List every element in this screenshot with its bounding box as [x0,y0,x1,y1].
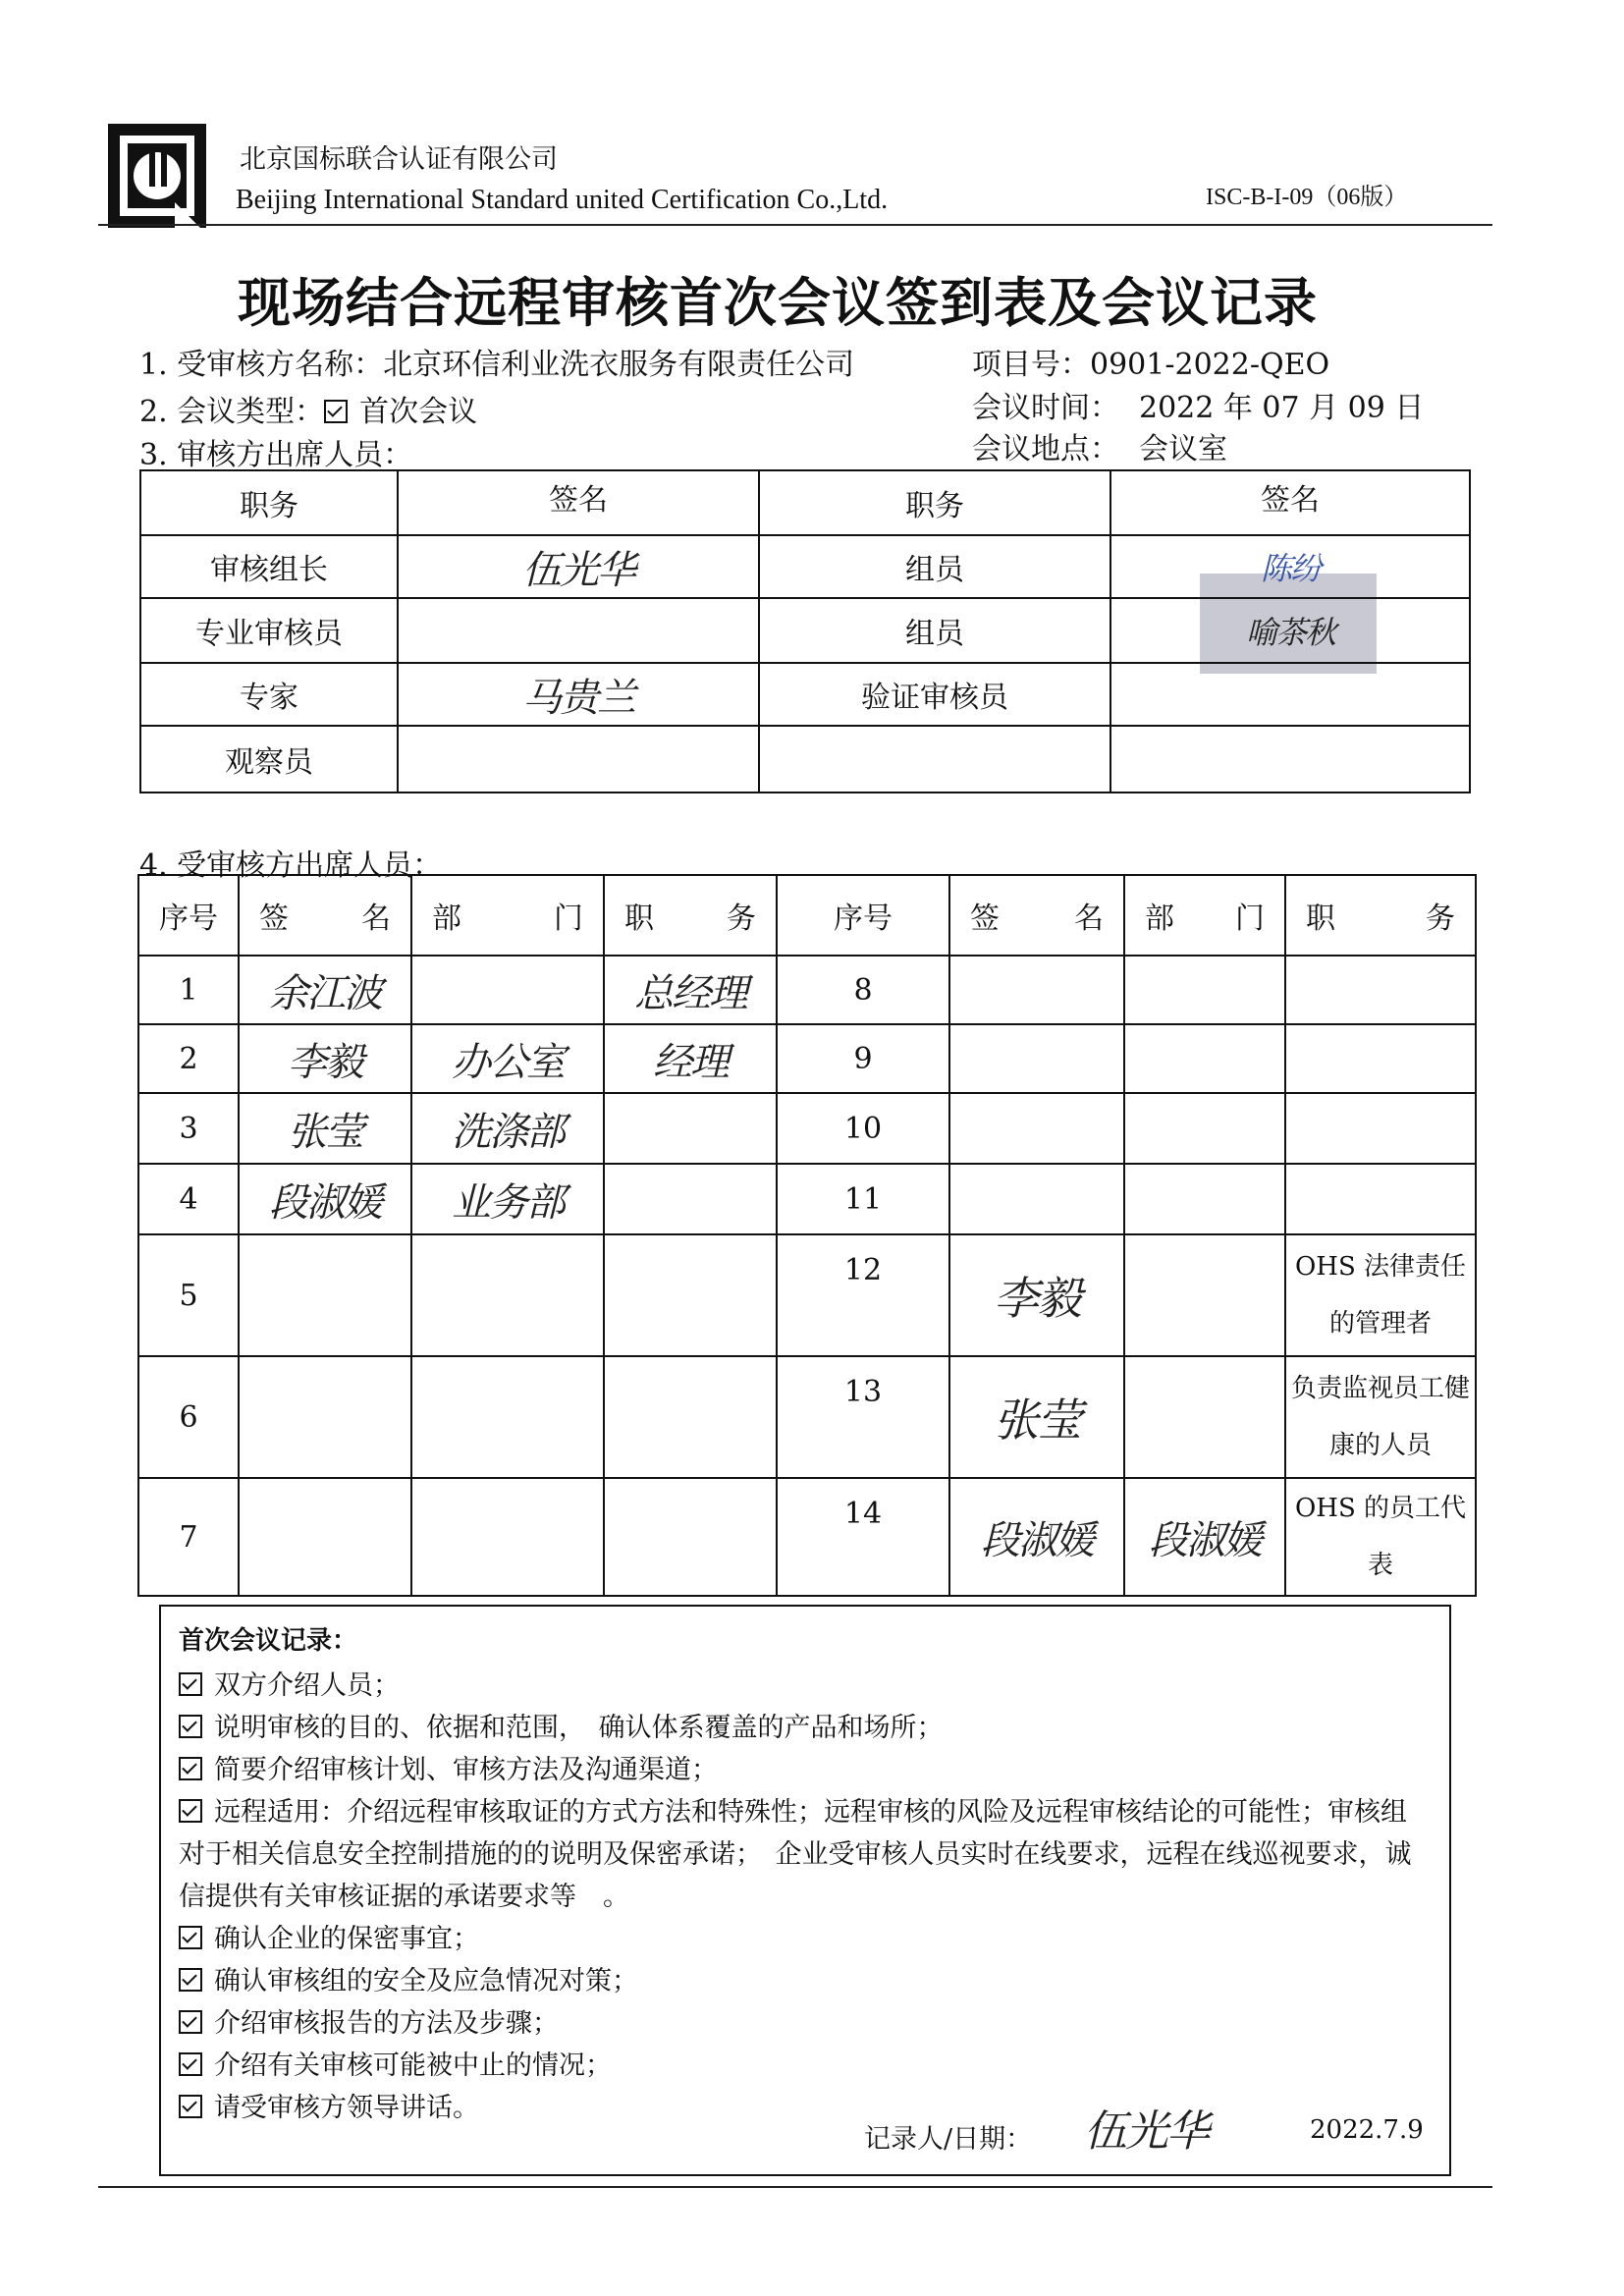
department-cell [1124,956,1285,1024]
position-cell: OHS 的员工代表 [1285,1478,1476,1596]
notes-item-text: 说明审核的目的、依据和范围， 确认体系覆盖的产品和场所； [214,1713,944,1743]
handwritten-position: 总经理 [634,970,746,1016]
role-cell: 组员 [759,598,1110,663]
notes-item [179,1749,1432,1791]
company-logo [106,122,208,230]
position-cell [1285,1093,1476,1164]
header-text: 务 [727,902,756,936]
seq-cell: 11 [777,1164,949,1234]
role-cell: 观察员 [140,726,398,793]
page-title: 现场结合远程审核首次会议签到表及会议记录 [238,272,1318,334]
header-cell [1124,875,1285,956]
header-text: 职 [1306,902,1335,936]
signature-cell [949,1093,1124,1164]
header-cell [239,875,411,956]
meeting-time-label: 会议时间： [972,391,1119,425]
notes-item [179,2087,1432,2129]
position-cell [604,1093,777,1164]
position-cell [1285,1164,1476,1234]
notes-item-text: 双方介绍人员； [214,1670,400,1701]
role-cell: 验证审核员 [759,663,1110,726]
meeting-notes-box [159,1605,1451,2176]
meeting-place-line [972,424,1227,467]
handwritten-signature: 段淑媛 [981,1517,1093,1563]
role-cell: 专家 [140,663,398,726]
checkbox-icon [179,1926,202,1949]
position-cell [1285,1024,1476,1093]
seq-cell: 10 [777,1093,949,1164]
auditee-attendance-table [137,874,1477,1597]
table-row [140,535,1470,598]
company-logo-icon [106,122,208,230]
table-row [140,598,1470,663]
auditee-name-line [139,340,854,383]
checkbox-icon [179,1672,202,1696]
seq-cell: 12 [777,1234,949,1356]
seq-cell: 3 [138,1093,239,1164]
signature-cell [398,663,759,726]
header-label [605,894,776,937]
table-row [138,1093,1476,1164]
header-label [240,894,410,937]
handwritten-department: 办公室 [452,1039,564,1085]
notes-item-text: 请受审核方领导讲话。 [214,2093,479,2123]
signature-cell [398,535,759,598]
notes-item [179,1791,1432,1918]
notes-item [179,2045,1432,2087]
handwritten-signature: 伍光华 [522,547,634,593]
header-label [950,894,1123,937]
checkbox-icon [179,2052,202,2076]
meeting-type-line [139,387,477,430]
position-cell [1285,956,1476,1024]
signature-cell [239,1478,411,1596]
signature-cell [949,1356,1124,1478]
role-cell: 组员 [759,535,1110,598]
header-rule [98,224,1492,226]
handwritten-signature: 余江波 [269,970,381,1016]
position-cell [604,956,777,1024]
seq-cell: 9 [777,1024,949,1093]
header-cell: 序号 [777,875,949,956]
header-label [412,894,603,937]
notes-item [179,1665,1432,1707]
seq-cell: 2 [138,1024,239,1093]
meeting-type-label: 2. 会议类型： [139,395,325,429]
company-name-cn: 北京国标联合认证有限公司 [240,144,558,175]
notes-item-text: 远程适用：介绍远程审核取证的方式方法和特殊性；远程审核的风险及远程审核结论的可能性；审核组对于相关信息安全控制措施的的说明及保密承诺； 企业受审核人员实时在线要求，远程在线巡视要求，诚信提供有关审核证据的承诺要求等 。 [179,1797,1412,1912]
department-cell [411,1356,604,1478]
handwritten-department: 业务部 [452,1179,564,1226]
table-row [138,1234,1476,1356]
auditee-name-label: 1. 受审核方名称： [139,348,384,382]
table-row [138,1478,1476,1596]
recorder-label: 记录人/日期： [864,2124,1033,2155]
checkbox-icon [179,1799,202,1823]
table-row [138,956,1476,1024]
footer-rule [98,2186,1492,2188]
header-cell: 签名 [1110,470,1470,535]
handwritten-department: 洗涤部 [452,1109,564,1155]
header-text: 名 [361,902,391,936]
department-cell [1124,1356,1285,1478]
handwritten-signature: 张莹 [994,1394,1080,1447]
seq-cell: 14 [777,1478,949,1596]
department-cell [411,1234,604,1356]
checkbox-icon [179,1757,202,1780]
department-cell [1124,1164,1285,1234]
meeting-time-line [972,383,1424,426]
meeting-place-value: 会议室 [1139,432,1227,466]
position-cell [604,1478,777,1596]
department-cell [1124,1093,1285,1164]
role-cell [759,726,1110,793]
signature-cell [1110,663,1470,726]
table-row [140,726,1470,793]
signature-cell [239,1234,411,1356]
seq-cell: 13 [777,1356,949,1478]
project-number-value: 0901-2022-QEO [1090,348,1330,382]
project-number-label: 项目号： [972,348,1090,382]
header-cell: 职务 [140,470,398,535]
department-cell [411,1164,604,1234]
table-header-row [140,470,1470,535]
header-text: 签 [970,902,1000,936]
notes-item-text: 确认审核组的安全及应急情况对策； [214,1966,638,1996]
department-cell [411,1093,604,1164]
seq-cell: 1 [138,956,239,1024]
handwritten-signature: 陈纷 [1260,550,1320,587]
header-cell: 签名 [398,470,759,535]
header-text: 务 [1426,902,1455,936]
role-cell: 专业审核员 [140,598,398,663]
table-row [138,1024,1476,1093]
position-cell [604,1356,777,1478]
department-cell [411,1024,604,1093]
seq-cell: 5 [138,1234,239,1356]
handwritten-department: 段淑媛 [1149,1517,1261,1563]
header-text: 门 [554,902,583,936]
signature-cell [949,1024,1124,1093]
header-cell [604,875,777,956]
checkbox-icon [179,1715,202,1738]
position-cell [604,1234,777,1356]
signature-cell [239,1024,411,1093]
auditee-name-value: 北京环信利业洗衣服务有限责任公司 [383,348,855,382]
signature-cell [239,1356,411,1478]
signature-cell [949,1478,1124,1596]
signature-cell [398,598,759,663]
recorder-signature: 伍光华 [1084,2106,1208,2157]
signature-cell [1110,598,1470,663]
header-text: 门 [1235,902,1265,936]
auditor-attendees-label: 3. 审核方出席人员： [139,438,413,472]
checkbox-icon [179,2095,202,2118]
signature-cell [239,1093,411,1164]
signature-cell [1110,726,1470,793]
handwritten-signature: 李毅 [288,1039,362,1085]
notes-item-text: 确认企业的保密事宜； [214,1924,479,1954]
meeting-type-value: 首次会议 [359,395,478,429]
header-cell [411,875,604,956]
header-text: 职 [624,902,654,936]
project-number-line [972,340,1329,383]
header-cell: 职务 [759,470,1110,535]
handwritten-signature: 喻茶秋 [1245,614,1334,651]
header-cell: 序号 [138,875,239,956]
signature-cell [398,726,759,793]
header-label [1286,894,1475,937]
signature-cell [239,956,411,1024]
handwritten-signature: 马贵兰 [522,675,634,721]
auditee-attendees-label: 4. 受审核方出席人员： [139,848,443,883]
notes-item-text: 简要介绍审核计划、审核方法及沟通渠道； [214,1755,718,1785]
header-text: 名 [1074,902,1104,936]
meeting-time-value: 2022 年 07 月 09 日 [1139,391,1425,425]
meeting-place-label: 会议地点： [972,432,1119,466]
notes-item [179,1707,1432,1749]
auditor-attendance-table [139,469,1471,793]
header-cell [949,875,1124,956]
position-cell: OHS 法律责任的管理者 [1285,1234,1476,1356]
handwritten-signature: 段淑媛 [269,1179,381,1226]
signature-cell [949,1164,1124,1234]
department-cell [1124,1234,1285,1356]
seq-cell: 7 [138,1478,239,1596]
header-label [1125,894,1284,937]
position-cell: 负责监视员工健康的人员 [1285,1356,1476,1478]
department-cell [1124,1024,1285,1093]
header-cell [1285,875,1476,956]
notes-item [179,1960,1432,2002]
notes-item-text: 介绍审核报告的方法及步骤； [214,2008,559,2039]
header-text: 部 [432,902,461,936]
table-row [138,1164,1476,1234]
handwritten-signature: 张莹 [288,1109,362,1155]
signature-cell [949,1234,1124,1356]
checkbox-icon [179,1968,202,1992]
checkbox-icon [179,2010,202,2034]
table-row [138,1356,1476,1478]
position-cell [604,1024,777,1093]
seq-cell: 6 [138,1356,239,1478]
notes-item [179,1918,1432,1960]
signature-cell [949,956,1124,1024]
department-cell [411,956,604,1024]
record-date: 2022.7.9 [1310,2115,1424,2145]
table-header-row [138,875,1476,956]
handwritten-position: 经理 [653,1039,728,1085]
company-name-en: Beijing International Standard united Certification Co.,Ltd. [236,185,889,215]
checkbox-icon [324,400,348,423]
signature-cell [1110,535,1470,598]
signature-cell [239,1164,411,1234]
notes-heading: 首次会议记录： [179,1626,358,1656]
position-cell [604,1164,777,1234]
seq-cell: 8 [777,956,949,1024]
notes-item-text: 介绍有关审核可能被中止的情况； [214,2050,612,2081]
role-cell: 审核组长 [140,535,398,598]
seq-cell: 4 [138,1164,239,1234]
header-text: 签 [259,902,289,936]
notes-item [179,2002,1432,2045]
department-cell [411,1478,604,1596]
document-code: ISC-B-I-09（06版） [1206,185,1408,210]
handwritten-signature: 李毅 [994,1272,1080,1325]
table-row [140,663,1470,726]
header-text: 部 [1145,902,1174,936]
department-cell [1124,1478,1285,1596]
